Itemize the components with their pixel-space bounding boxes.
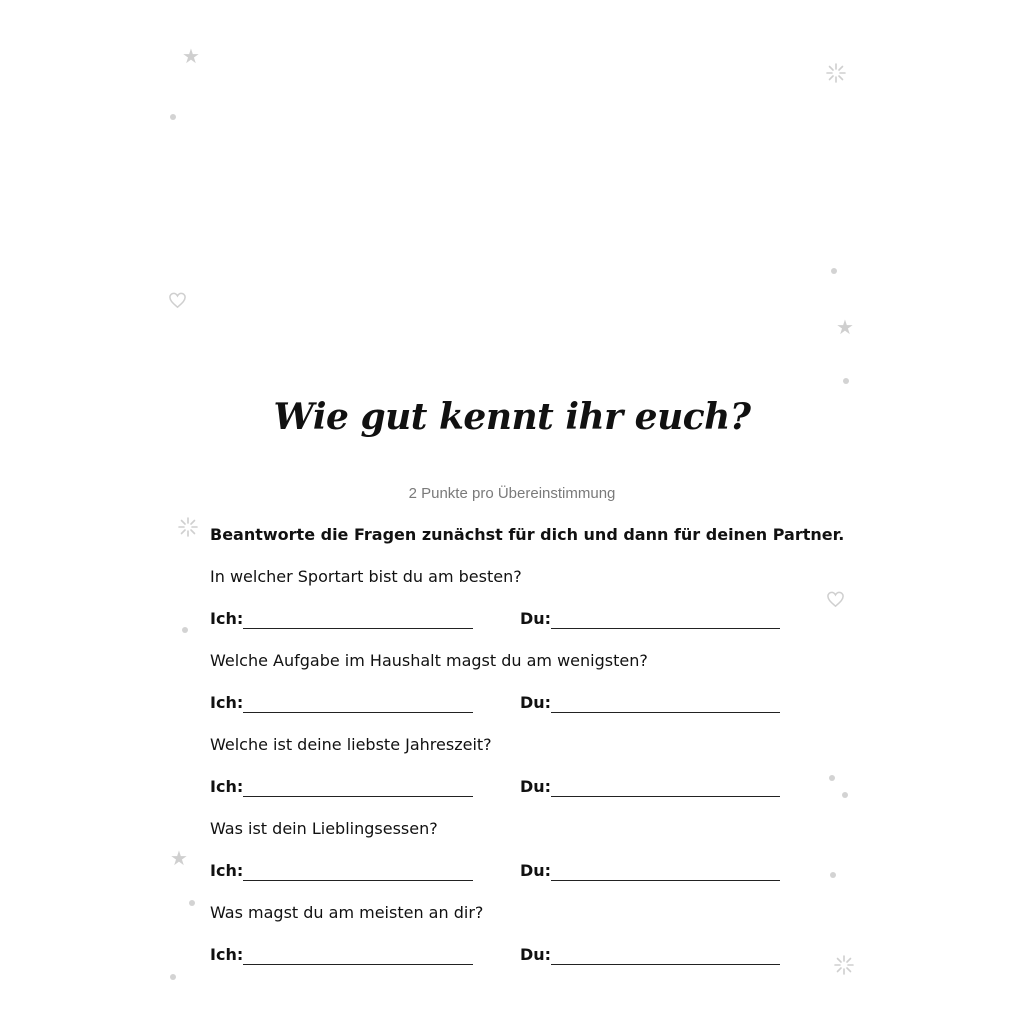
- ich-label: Ich:: [210, 777, 244, 796]
- ich-label: Ich:: [210, 945, 244, 964]
- ich-answer-field[interactable]: [210, 777, 475, 801]
- star-icon: ★: [170, 846, 188, 870]
- answer-line: [243, 880, 473, 881]
- answer-line: [243, 712, 473, 713]
- heart-icon: [826, 590, 845, 609]
- answer-line: [551, 712, 780, 713]
- ich-label: Ich:: [210, 861, 244, 880]
- dot-icon: [842, 792, 848, 798]
- ich-answer-field[interactable]: [210, 609, 475, 633]
- dot-icon: [843, 378, 849, 384]
- answer-row-5: [210, 945, 790, 969]
- answer-line: [551, 964, 780, 965]
- answer-line: [243, 964, 473, 965]
- ich-answer-field[interactable]: [210, 945, 475, 969]
- du-answer-field[interactable]: [520, 609, 790, 633]
- du-answer-field[interactable]: [520, 777, 790, 801]
- du-label: Du:: [520, 693, 552, 712]
- du-answer-field[interactable]: [520, 861, 790, 885]
- answer-line: [243, 628, 473, 629]
- instruction-text: Beantworte die Fragen zunächst für dich und dann für deinen Partner.: [210, 525, 845, 544]
- dot-icon: [189, 900, 195, 906]
- du-label: Du:: [520, 945, 552, 964]
- dot-icon: [830, 872, 836, 878]
- du-answer-field[interactable]: [520, 945, 790, 969]
- du-label: Du:: [520, 861, 552, 880]
- ich-label: Ich:: [210, 693, 244, 712]
- ich-answer-field[interactable]: [210, 693, 475, 717]
- answer-line: [551, 880, 780, 881]
- dot-icon: [831, 268, 837, 274]
- heart-icon: [168, 291, 187, 310]
- ich-answer-field[interactable]: [210, 861, 475, 885]
- star-icon: ★: [182, 44, 200, 68]
- answer-row-1: [210, 609, 790, 633]
- sparkle-burst-icon: [178, 517, 198, 537]
- answer-row-2: [210, 693, 790, 717]
- answer-row-3: [210, 777, 790, 801]
- answer-line: [243, 796, 473, 797]
- question-5: Was magst du am meisten an dir?: [210, 903, 484, 922]
- question-2: Welche Aufgabe im Haushalt magst du am wenigsten?: [210, 651, 648, 670]
- dot-icon: [170, 974, 176, 980]
- dot-icon: [182, 627, 188, 633]
- page-title: Wie gut kennt ihr euch?: [273, 396, 751, 438]
- dot-icon: [170, 114, 176, 120]
- du-label: Du:: [520, 777, 552, 796]
- ich-label: Ich:: [210, 609, 244, 628]
- scoring-note: 2 Punkte pro Übereinstimmung: [408, 485, 616, 502]
- question-4: Was ist dein Lieblingsessen?: [210, 819, 438, 838]
- du-label: Du:: [520, 609, 552, 628]
- question-1: In welcher Sportart bist du am besten?: [210, 567, 522, 586]
- answer-row-4: [210, 861, 790, 885]
- sparkle-burst-icon: [834, 955, 854, 975]
- du-answer-field[interactable]: [520, 693, 790, 717]
- question-3: Welche ist deine liebste Jahreszeit?: [210, 735, 492, 754]
- sparkle-burst-icon: [826, 63, 846, 83]
- answer-line: [551, 628, 780, 629]
- answer-line: [551, 796, 780, 797]
- star-icon: ★: [836, 315, 854, 339]
- dot-icon: [829, 775, 835, 781]
